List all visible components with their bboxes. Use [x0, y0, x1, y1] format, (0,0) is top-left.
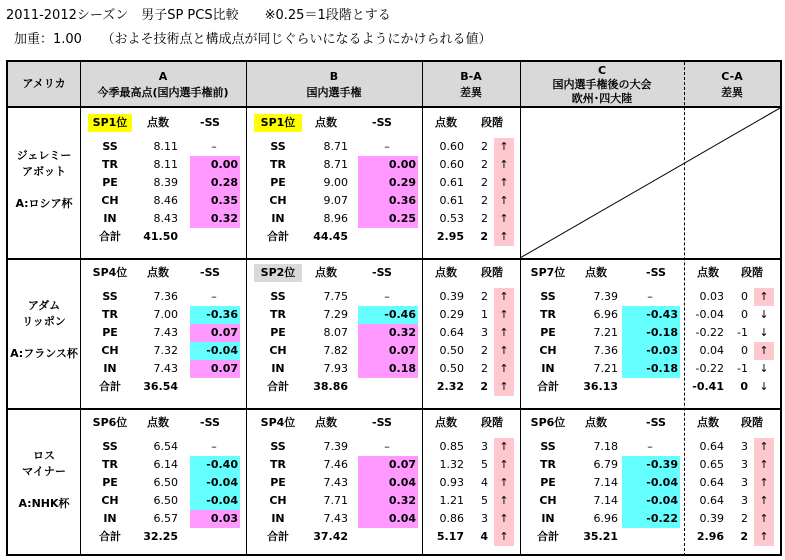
row-dankai-ca: 0 [741, 308, 748, 321]
row-key-a: PE [102, 326, 118, 339]
total-arrow-ba: ↑ [494, 528, 514, 546]
row-diff-ba: 0.64 [439, 326, 464, 339]
row-key-a: SS [102, 290, 118, 303]
row-dankai-ba: 2 [481, 344, 488, 357]
row-key-c: TR [540, 308, 556, 321]
header-col-ba-sub: 差異 [460, 86, 482, 99]
label-ss-a: -SS [200, 266, 220, 279]
skater-name-line1: アダム [27, 299, 61, 312]
total-diff-ba: 5.17 [436, 530, 464, 543]
row-score-a: 8.11 [153, 158, 178, 171]
page-subtitle: 加重：1.00 （およそ技術点と構成点が同じぐらいになるようにかけられる値） [14, 32, 492, 47]
total-arrow-ca: ↓ [759, 380, 769, 393]
row-score-b: 7.43 [323, 512, 348, 525]
total-arrow-ba: ↑ [494, 228, 514, 246]
row-key-a: PE [102, 476, 118, 489]
label-score-b: 点数 [315, 266, 337, 279]
row-diff-ba: 0.86 [439, 512, 464, 525]
label-dankai-ba: 段階 [481, 416, 503, 429]
row-diff-ba: 1.21 [439, 494, 464, 507]
row-arrow-ca: ↓ [759, 362, 769, 375]
row-ss-b: 0.25 [358, 210, 418, 228]
total-label-a: 合計 [99, 380, 121, 393]
row-key-b: SS [270, 140, 286, 153]
total-diff-ca: -0.41 [692, 380, 724, 393]
row-dankai-ba: 5 [481, 458, 488, 471]
row-ss-c: – [647, 290, 653, 303]
row-ss-b: – [384, 440, 390, 453]
row-ss-b: 0.04 [358, 510, 418, 528]
row-key-a: PE [102, 176, 118, 189]
row-key-b: IN [271, 362, 285, 375]
row-diff-ba: 0.39 [439, 290, 464, 303]
row-arrow-ba: ↑ [494, 456, 514, 474]
row-dankai-ba: 2 [481, 290, 488, 303]
rank-a: SP4位 [92, 266, 128, 279]
row-ss-b: 0.32 [358, 324, 418, 342]
row-key-b: IN [271, 512, 285, 525]
row-diff-ba: 0.50 [439, 362, 464, 375]
label-ss-b: -SS [372, 416, 392, 429]
row-diff-ba: 0.85 [439, 440, 464, 453]
total-diff-ca: 2.96 [696, 530, 724, 543]
row-arrow-ca: ↑ [754, 492, 774, 510]
row-dankai-ba: 2 [481, 176, 488, 189]
row-key-a: IN [103, 362, 117, 375]
row-arrow-ba: ↑ [494, 174, 514, 192]
row-key-a: TR [102, 158, 118, 171]
row-score-c: 7.14 [593, 494, 618, 507]
row-dankai-ca: -1 [737, 326, 748, 339]
label-ss-a: -SS [200, 116, 220, 129]
row-arrow-ba: ↑ [494, 156, 514, 174]
row-key-c: CH [539, 344, 557, 357]
row-dankai-ca: 3 [741, 476, 748, 489]
skater-name-line2: マイナー [22, 465, 66, 478]
total-dankai-ca: 2 [740, 530, 748, 543]
row-key-b: CH [269, 494, 287, 507]
row-diff-ba: 0.61 [439, 194, 464, 207]
row-score-b: 7.29 [323, 308, 348, 321]
row-score-a: 6.57 [153, 512, 178, 525]
row-dankai-ca: 3 [741, 440, 748, 453]
row-score-b: 7.46 [323, 458, 348, 471]
row-score-b: 7.43 [323, 476, 348, 489]
row-key-c: IN [541, 362, 555, 375]
label-score-a: 点数 [147, 416, 169, 429]
row-ss-a: – [211, 140, 217, 153]
row-score-a: 8.46 [153, 194, 178, 207]
row-score-b: 7.82 [323, 344, 348, 357]
row-dankai-ba: 2 [481, 158, 488, 171]
row-score-c: 7.36 [593, 344, 618, 357]
label-score-a: 点数 [147, 116, 169, 129]
row-key-a: CH [101, 344, 119, 357]
row-dankai-ba: 4 [481, 476, 488, 489]
row-ss-b: 0.32 [358, 492, 418, 510]
row-score-c: 7.18 [593, 440, 618, 453]
row-score-b: 8.71 [323, 158, 348, 171]
row-ss-b: 0.00 [358, 156, 418, 174]
total-dankai-ba: 4 [480, 530, 488, 543]
row-arrow-ca: ↑ [754, 438, 774, 456]
row-arrow-ca: ↑ [754, 456, 774, 474]
row-dankai-ca: 3 [741, 494, 748, 507]
row-score-a: 7.36 [153, 290, 178, 303]
row-diff-ca: 0.65 [699, 458, 724, 471]
row-arrow-ba: ↑ [494, 342, 514, 360]
label-ss-c: -SS [646, 416, 666, 429]
row-arrow-ca: ↑ [754, 342, 774, 360]
row-key-c: SS [540, 440, 556, 453]
total-dankai-ca: 0 [740, 380, 748, 393]
header-col-b: B [329, 70, 339, 83]
total-label-b: 合計 [267, 380, 289, 393]
row-key-b: SS [270, 440, 286, 453]
row-score-a: 6.50 [153, 494, 178, 507]
row-ss-b: 0.36 [358, 192, 418, 210]
row-score-a: 8.11 [153, 140, 178, 153]
row-key-b: PE [270, 476, 286, 489]
row-arrow-ba: ↑ [494, 192, 514, 210]
row-score-b: 8.96 [323, 212, 348, 225]
row-arrow-ca: ↑ [754, 510, 774, 528]
row-ss-a: -0.04 [190, 492, 240, 510]
row-arrow-ba: ↑ [494, 492, 514, 510]
row-score-b: 7.75 [323, 290, 348, 303]
row-ss-c: -0.43 [622, 306, 680, 324]
row-score-b: 8.71 [323, 140, 348, 153]
row-ss-b: 0.18 [358, 360, 418, 378]
row-ss-a: 0.03 [190, 510, 240, 528]
skater-name-line1: ロス [33, 449, 55, 462]
total-score-a: 36.54 [143, 380, 178, 393]
row-score-b: 8.07 [323, 326, 348, 339]
total-label-c: 合計 [537, 380, 559, 393]
column-divider [422, 62, 423, 556]
row-diff-ba: 0.29 [439, 308, 464, 321]
row-dankai-ba: 3 [481, 326, 488, 339]
row-diff-ca: 0.39 [699, 512, 724, 525]
total-score-b: 37.42 [313, 530, 348, 543]
row-arrow-ba: ↑ [494, 138, 514, 156]
row-score-a: 7.43 [153, 362, 178, 375]
row-arrow-ba: ↑ [494, 510, 514, 528]
row-ss-b: -0.46 [358, 306, 418, 324]
row-key-b: TR [270, 158, 286, 171]
row-diff-ca: -0.22 [695, 362, 724, 375]
row-key-b: PE [270, 326, 286, 339]
total-score-c: 35.21 [583, 530, 618, 543]
row-arrow-ba: ↑ [494, 288, 514, 306]
block-divider [8, 258, 780, 260]
row-score-b: 7.93 [323, 362, 348, 375]
row-ss-a: -0.04 [190, 342, 240, 360]
row-key-c: SS [540, 290, 556, 303]
row-ss-c: -0.39 [622, 456, 680, 474]
total-dankai-ba: 2 [480, 380, 488, 393]
row-ss-b: 0.29 [358, 174, 418, 192]
row-key-b: SS [270, 290, 286, 303]
row-key-c: CH [539, 494, 557, 507]
row-diff-ca: 0.03 [699, 290, 724, 303]
rank-b: SP4位 [260, 416, 296, 429]
rank-a: SP1位 [88, 114, 132, 132]
row-score-a: 8.43 [153, 212, 178, 225]
label-dankai-ba: 段階 [481, 266, 503, 279]
row-key-a: CH [101, 194, 119, 207]
row-dankai-ba: 3 [481, 440, 488, 453]
total-score-b: 44.45 [313, 230, 348, 243]
row-diff-ca: 0.04 [699, 344, 724, 357]
page-title: 2011-2012シーズン 男子SP PCS比較 ※0.25＝1段階とする [6, 8, 391, 23]
rank-b: SP1位 [254, 114, 302, 132]
row-arrow-ba: ↑ [494, 360, 514, 378]
pcs-comparison-table [6, 60, 782, 556]
header-col-c-sub2: 欧州･四大陸 [571, 92, 633, 105]
total-diff-ba: 2.32 [436, 380, 464, 393]
row-ss-a: -0.40 [190, 456, 240, 474]
block-divider [8, 408, 780, 410]
label-score-b: 点数 [315, 116, 337, 129]
row-score-a: 7.43 [153, 326, 178, 339]
row-diff-ca: -0.04 [695, 308, 724, 321]
total-score-b: 38.86 [313, 380, 348, 393]
row-arrow-ca: ↓ [759, 326, 769, 339]
total-score-a: 32.25 [143, 530, 178, 543]
row-dankai-ca: 0 [741, 344, 748, 357]
row-score-a: 7.32 [153, 344, 178, 357]
row-key-a: TR [102, 458, 118, 471]
row-dankai-ba: 5 [481, 494, 488, 507]
column-divider [80, 62, 81, 556]
row-score-b: 9.07 [323, 194, 348, 207]
row-ss-a: – [211, 440, 217, 453]
rank-c: SP7位 [530, 266, 566, 279]
row-diff-ca: -0.22 [695, 326, 724, 339]
row-key-a: SS [102, 440, 118, 453]
total-score-c: 36.13 [583, 380, 618, 393]
rank-c: SP6位 [530, 416, 566, 429]
row-score-a: 8.39 [153, 176, 178, 189]
row-dankai-ba: 2 [481, 212, 488, 225]
row-ss-a: 0.32 [190, 210, 240, 228]
skater-name-line2: アボット [22, 165, 66, 178]
row-score-c: 6.96 [593, 308, 618, 321]
row-score-c: 6.79 [593, 458, 618, 471]
label-ss-a: -SS [200, 416, 220, 429]
header-col-c: C [597, 64, 607, 77]
total-dankai-ba: 2 [480, 230, 488, 243]
row-dankai-ba: 2 [481, 362, 488, 375]
row-key-c: TR [540, 458, 556, 471]
row-key-b: TR [270, 458, 286, 471]
row-ss-b: – [384, 290, 390, 303]
row-ss-a: -0.36 [190, 306, 240, 324]
row-dankai-ba: 2 [481, 140, 488, 153]
label-score-ba: 点数 [435, 416, 457, 429]
row-key-b: CH [269, 344, 287, 357]
label-score-a: 点数 [147, 266, 169, 279]
total-label-a: 合計 [99, 230, 121, 243]
row-ss-a: 0.07 [190, 324, 240, 342]
label-ss-c: -SS [646, 266, 666, 279]
row-diff-ca: 0.64 [699, 494, 724, 507]
row-key-a: IN [103, 212, 117, 225]
empty-cell-diagonal [520, 108, 780, 258]
rank-a: SP6位 [92, 416, 128, 429]
row-dankai-ba: 3 [481, 512, 488, 525]
total-label-a: 合計 [99, 530, 121, 543]
row-dankai-ca: -1 [737, 362, 748, 375]
label-ss-b: -SS [372, 116, 392, 129]
label-dankai-ca: 段階 [741, 416, 763, 429]
row-arrow-ba: ↑ [494, 210, 514, 228]
label-dankai-ca: 段階 [741, 266, 763, 279]
row-key-a: SS [102, 140, 118, 153]
label-score-ca: 点数 [697, 266, 719, 279]
row-diff-ba: 0.60 [439, 140, 464, 153]
skater-event: A:ロシア杯 [15, 197, 73, 210]
label-score-ca: 点数 [697, 416, 719, 429]
row-dankai-ca: 2 [741, 512, 748, 525]
row-diff-ba: 0.60 [439, 158, 464, 171]
total-arrow-ba: ↑ [494, 378, 514, 396]
row-score-a: 6.14 [153, 458, 178, 471]
row-dankai-ba: 2 [481, 194, 488, 207]
label-score-c: 点数 [585, 416, 607, 429]
row-key-c: PE [540, 326, 556, 339]
row-score-b: 7.71 [323, 494, 348, 507]
skater-name-line1: ジェレミー [16, 149, 72, 162]
row-ss-b: 0.04 [358, 474, 418, 492]
row-ss-c: -0.18 [622, 360, 680, 378]
row-score-b: 7.39 [323, 440, 348, 453]
row-dankai-ba: 1 [481, 308, 488, 321]
total-label-b: 合計 [267, 530, 289, 543]
row-ss-a: 0.07 [190, 360, 240, 378]
header-col-b-sub: 国内選手権 [306, 86, 362, 99]
row-key-b: PE [270, 176, 286, 189]
row-ss-b: 0.07 [358, 456, 418, 474]
header-col-ca: C-A [721, 70, 743, 83]
row-score-c: 6.96 [593, 512, 618, 525]
row-arrow-ca: ↑ [754, 288, 774, 306]
row-score-a: 6.54 [153, 440, 178, 453]
row-ss-c: -0.03 [622, 342, 680, 360]
row-key-b: IN [271, 212, 285, 225]
label-dankai-ba: 段階 [481, 116, 503, 129]
column-divider [246, 62, 247, 556]
row-ss-a: 0.35 [190, 192, 240, 210]
label-score-c: 点数 [585, 266, 607, 279]
header-col-c-sub: 国内選手権後の大会 [552, 78, 652, 91]
row-diff-ba: 0.93 [439, 476, 464, 489]
header-col-a: A [158, 70, 168, 83]
row-diff-ca: 0.64 [699, 440, 724, 453]
label-score-ba: 点数 [435, 266, 457, 279]
row-score-b: 9.00 [323, 176, 348, 189]
row-key-b: TR [270, 308, 286, 321]
row-key-a: CH [101, 494, 119, 507]
total-diff-ba: 2.95 [436, 230, 464, 243]
label-ss-b: -SS [372, 266, 392, 279]
row-score-c: 7.14 [593, 476, 618, 489]
total-label-c: 合計 [537, 530, 559, 543]
row-ss-c: -0.04 [622, 492, 680, 510]
header-country: アメリカ [22, 77, 66, 90]
row-key-a: TR [102, 308, 118, 321]
header-col-ba: B-A [460, 70, 482, 83]
label-score-b: 点数 [315, 416, 337, 429]
row-diff-ba: 0.53 [439, 212, 464, 225]
row-ss-c: -0.22 [622, 510, 680, 528]
row-arrow-ba: ↑ [494, 306, 514, 324]
row-arrow-ba: ↑ [494, 438, 514, 456]
row-diff-ba: 0.61 [439, 176, 464, 189]
total-score-a: 41.50 [143, 230, 178, 243]
row-dankai-ca: 3 [741, 458, 748, 471]
row-score-a: 6.50 [153, 476, 178, 489]
row-key-b: CH [269, 194, 287, 207]
row-ss-a: 0.00 [190, 156, 240, 174]
row-arrow-ba: ↑ [494, 324, 514, 342]
row-ss-a: -0.04 [190, 474, 240, 492]
row-diff-ba: 1.32 [439, 458, 464, 471]
row-score-c: 7.21 [593, 326, 618, 339]
total-label-b: 合計 [267, 230, 289, 243]
header-col-a-sub: 今季最高点(国内選手権前) [97, 86, 229, 99]
skater-event: A:フランス杯 [10, 347, 78, 360]
row-score-c: 7.21 [593, 362, 618, 375]
total-arrow-ca: ↑ [754, 528, 774, 546]
skater-name-line2: リッポン [22, 315, 66, 328]
header-col-ca-sub: 差異 [721, 86, 743, 99]
rank-b: SP2位 [254, 264, 302, 282]
row-ss-a: 0.28 [190, 174, 240, 192]
row-ss-b: – [384, 140, 390, 153]
row-key-c: IN [541, 512, 555, 525]
row-ss-a: – [211, 290, 217, 303]
row-score-a: 7.00 [153, 308, 178, 321]
row-ss-c: – [647, 440, 653, 453]
row-key-c: PE [540, 476, 556, 489]
row-ss-c: -0.04 [622, 474, 680, 492]
row-score-c: 7.39 [593, 290, 618, 303]
row-diff-ba: 0.50 [439, 344, 464, 357]
row-diff-ca: 0.64 [699, 476, 724, 489]
label-score-ba: 点数 [435, 116, 457, 129]
row-ss-c: -0.18 [622, 324, 680, 342]
row-arrow-ca: ↓ [759, 308, 769, 321]
row-ss-b: 0.07 [358, 342, 418, 360]
row-arrow-ca: ↑ [754, 474, 774, 492]
row-dankai-ca: 0 [741, 290, 748, 303]
skater-event: A:NHK杯 [18, 497, 70, 510]
row-key-a: IN [103, 512, 117, 525]
row-arrow-ba: ↑ [494, 474, 514, 492]
